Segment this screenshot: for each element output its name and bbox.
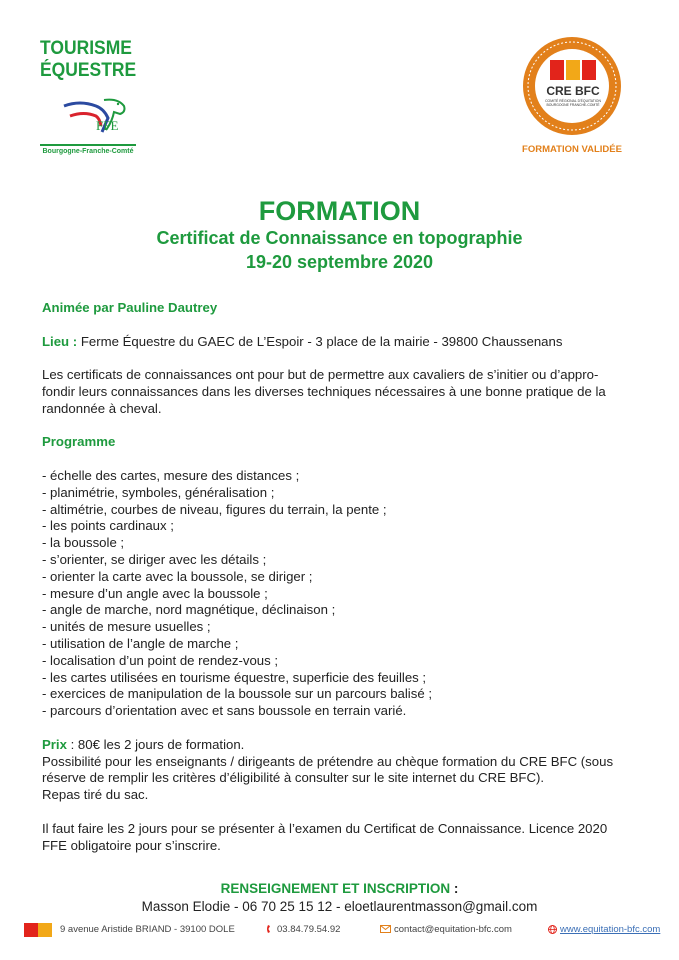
seal-subtitle-2: BOURGOGNE FRANCHE-COMTÉ bbox=[546, 103, 600, 107]
logo-line-2: ÉQUESTRE bbox=[40, 60, 137, 81]
footer-yellow-square-icon bbox=[38, 923, 52, 937]
lieu-line bbox=[42, 334, 642, 351]
list-item: - la boussole ; bbox=[42, 535, 125, 551]
intro-line: Les certificats de connaissances ont pour but de permettre aux cavaliers de s’initier ou d’appro- bbox=[42, 367, 599, 383]
list-item: - s’orienter, se diriger avec les détails ; bbox=[42, 551, 267, 567]
footer-email-item[interactable] bbox=[380, 924, 512, 935]
examen-line: FFE obligatoire pour s’inscrire. bbox=[42, 837, 221, 853]
seal-yellow-block-icon bbox=[566, 60, 580, 80]
list-item: - angle de marche, nord magnétique, déclinaison ; bbox=[42, 602, 336, 618]
seal-caption: FORMATION VALIDÉE bbox=[522, 144, 622, 155]
seal-red-block-icon bbox=[550, 60, 564, 80]
phone-icon bbox=[266, 924, 274, 934]
footer-phone: 03.84.79.54.92 bbox=[277, 924, 341, 935]
intro-line: randonnée à cheval. bbox=[42, 400, 162, 416]
page-footer bbox=[0, 921, 679, 941]
repas-line: Repas tiré du sac. bbox=[42, 787, 149, 803]
seal-red-block-icon bbox=[582, 60, 596, 80]
programme-label: Programme bbox=[42, 434, 116, 450]
lieu-text: Ferme Équestre du GAEC de L’Espoir - 3 place de la mairie - 39800 Chaussenans bbox=[77, 333, 563, 349]
possibilite-line: réserve de remplir les critères d’éligibilité à consulter sur le site internet du CRE BFC). bbox=[42, 770, 545, 786]
list-item: - mesure d’un angle avec la boussole ; bbox=[42, 585, 268, 601]
tourisme-equestre-logo bbox=[40, 38, 140, 155]
list-item: - orienter la carte avec la boussole, se diriger ; bbox=[42, 568, 313, 584]
list-item: - utilisation de l’angle de marche ; bbox=[42, 635, 239, 651]
logo-line-1: TOURISME bbox=[40, 38, 132, 59]
footer-address: 9 avenue Aristide BRIAND - 39100 DOLE bbox=[60, 924, 235, 935]
footer-phone-item bbox=[266, 924, 340, 935]
list-item: - les cartes utilisées en tourisme équestre, superficie des feuilles ; bbox=[42, 669, 427, 685]
list-item: - les points cardinaux ; bbox=[42, 518, 174, 534]
animee-line: Animée par Pauline Dautrey bbox=[42, 300, 218, 315]
document-heading bbox=[0, 196, 679, 274]
programme-list bbox=[42, 468, 642, 720]
contact-block bbox=[0, 880, 679, 916]
list-item: - localisation d’un point de rendez-vous ; bbox=[42, 652, 279, 668]
prix-text: : 80€ les 2 jours de formation. bbox=[66, 736, 245, 752]
seal-title: CRE BFC bbox=[546, 84, 600, 98]
footer-website-item[interactable] bbox=[548, 924, 660, 935]
mail-icon bbox=[380, 925, 391, 933]
contact-line: Masson Elodie - 06 70 25 15 12 - eloetlaurentmasson@gmail.com bbox=[141, 899, 538, 914]
prix-line bbox=[42, 737, 642, 754]
document-body bbox=[42, 300, 642, 854]
list-item: - parcours d’orientation avec et sans boussole en terrain varié. bbox=[42, 703, 407, 719]
region-label: Bourgogne-Franche-Comté bbox=[40, 144, 136, 155]
horse-head-icon bbox=[60, 92, 130, 142]
footer-website-link[interactable]: www.equitation-bfc.com bbox=[560, 924, 661, 935]
prix-label: Prix bbox=[42, 736, 67, 752]
footer-red-square-icon bbox=[24, 923, 38, 937]
list-item: - altimétrie, courbes de niveau, figures du terrain, la pente ; bbox=[42, 501, 387, 517]
ffe-label: FFE bbox=[96, 118, 119, 133]
list-item: - échelle des cartes, mesure des distances ; bbox=[42, 467, 300, 483]
page-title: FORMATION bbox=[258, 196, 421, 226]
footer-email[interactable]: contact@equitation-bfc.com bbox=[394, 924, 512, 935]
list-item: - exercices de manipulation de la boussole sur un parcours balisé ; bbox=[42, 686, 432, 702]
cre-bfc-seal bbox=[522, 36, 622, 136]
lieu-label: Lieu : bbox=[42, 333, 78, 349]
contact-title-line bbox=[0, 880, 679, 898]
examen-line: Il faut faire les 2 jours pour se présenter à l’examen du Certificat de Connaissance. Licence 2020 bbox=[42, 820, 608, 836]
list-item: - unités de mesure usuelles ; bbox=[42, 619, 211, 635]
seal-subtitle-1: COMITÉ RÉGIONAL D'ÉQUITATION bbox=[545, 99, 601, 103]
list-item: - planimétrie, symboles, généralisation ; bbox=[42, 484, 275, 500]
possibilite-line: Possibilité pour les enseignants / dirigeants de prétendre au chèque formation du CRE BFC (sous bbox=[42, 753, 614, 769]
page-dates: 19-20 septembre 2020 bbox=[245, 252, 434, 272]
contact-title: RENSEIGNEMENT ET INSCRIPTION bbox=[220, 881, 451, 896]
globe-icon bbox=[548, 925, 557, 934]
contact-colon: : bbox=[450, 881, 459, 896]
page-subtitle: Certificat de Connaissance en topographie bbox=[156, 228, 523, 248]
intro-line: fondir leurs connaissances dans les diverses techniques nécessaires à une bonne pratique de la bbox=[42, 383, 606, 399]
